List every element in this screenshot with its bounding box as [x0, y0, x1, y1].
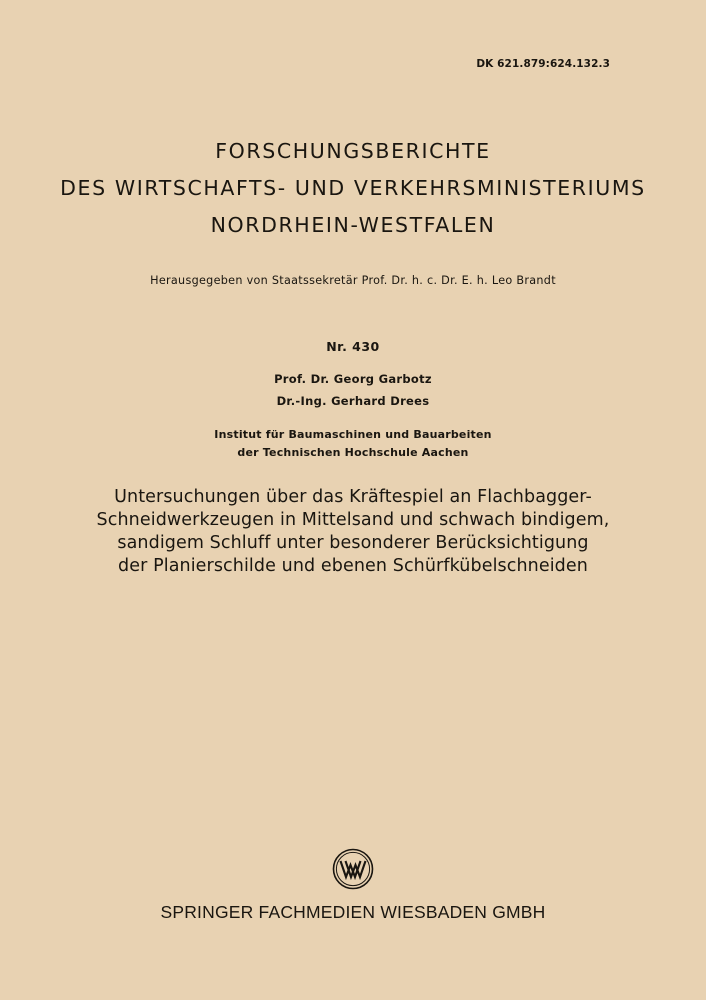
- publisher-imprint: SPRINGER FACHMEDIEN WIESBADEN GMBH: [160, 902, 546, 922]
- report-number: Nr. 430: [326, 339, 380, 354]
- title-line-2: Schneidwerkzeugen in Mittelsand und schwach bindigem,: [96, 510, 610, 530]
- institute-line-1: Institut für Baumaschinen und Bauarbeiten: [214, 428, 492, 441]
- author-1: Prof. Dr. Georg Garbotz: [274, 372, 432, 386]
- author-2: Dr.-Ing. Gerhard Drees: [276, 394, 430, 408]
- series-title-line-1: FORSCHUNGSBERICHTE: [215, 139, 491, 163]
- title-line-3: sandigem Schluff unter besonderer Berücksichtigung: [117, 533, 589, 553]
- springer-vw-logo-icon: [332, 848, 374, 890]
- series-title-line-3: NORDRHEIN-WESTFALEN: [210, 213, 496, 237]
- title-line-4: der Planierschilde und ebenen Schürfkübelschneiden: [118, 556, 588, 576]
- classification-code: DK 621.879:624.132.3: [476, 58, 610, 70]
- title-line-1: Untersuchungen über das Kräftespiel an Flachbagger-: [114, 487, 592, 507]
- editor-note: Herausgegeben von Staatssekretär Prof. Dr. h. c. Dr. E. h. Leo Brandt: [150, 274, 556, 287]
- institute-line-2: der Technischen Hochschule Aachen: [237, 446, 469, 459]
- series-title-line-2: DES WIRTSCHAFTS- UND VERKEHRSMINISTERIUMS: [60, 176, 646, 200]
